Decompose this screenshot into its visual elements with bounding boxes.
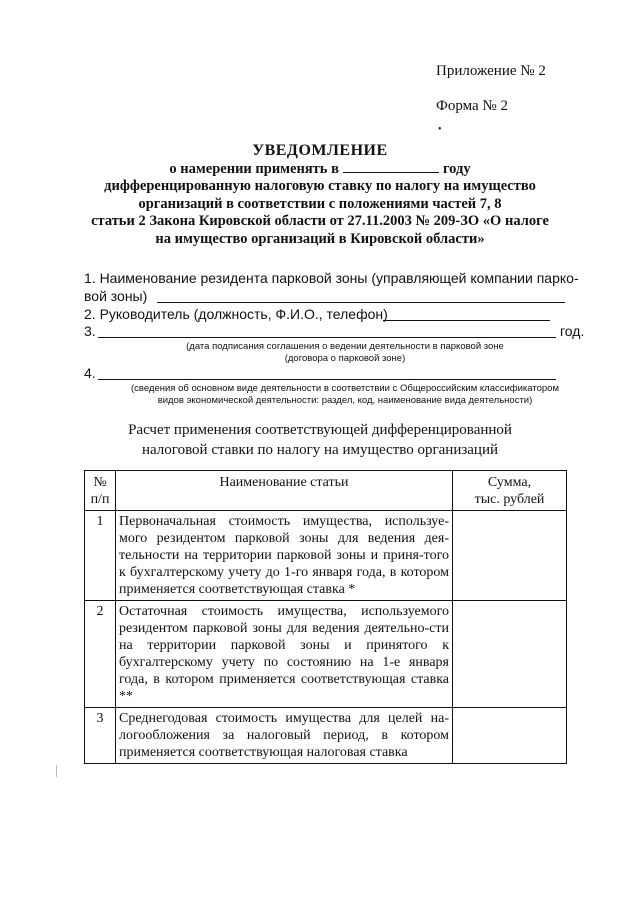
field-4-note-1: (сведения об основном виде деятельности в соответствии с Общероссийским классификатором bbox=[130, 383, 559, 394]
field-3-number: 3. bbox=[84, 323, 96, 339]
notice-title bbox=[80, 142, 560, 248]
stray-mark: • bbox=[438, 124, 442, 135]
header-name: Наименование статьи bbox=[116, 471, 453, 511]
field-3-suffix: год. bbox=[560, 323, 585, 339]
year-blank[interactable] bbox=[343, 160, 439, 173]
row-name: Среднегодовая стоимость имущества для целей на-логообложения за налоговый период, в котором применяется соответствующая налоговая ставка bbox=[116, 708, 453, 764]
margin-mark bbox=[56, 765, 57, 777]
row-sum[interactable] bbox=[453, 601, 567, 708]
row-sum[interactable] bbox=[453, 708, 567, 764]
form-number-label: Форма № 2 bbox=[436, 98, 508, 114]
calculation-table bbox=[84, 470, 567, 764]
table-row bbox=[85, 511, 567, 601]
calculation-title: Расчет применения соответствующей дифференцированной налоговой ставки по налогу на имущество организаций bbox=[128, 422, 512, 458]
row-name: Первоначальная стоимость имущества, используе-мого резидентом парковой зоны для ведения дея-тельности на территории парковой зоны и приня-того к бухгалтерскому учету до 1-го января года, в котором применяется соответствующая ставка * bbox=[116, 511, 453, 601]
appendix-label: Приложение № 2 bbox=[436, 63, 546, 79]
table-row bbox=[85, 601, 567, 708]
field-3-note-2: (договора о парковой зоне) bbox=[284, 353, 406, 364]
field-1-input-line[interactable] bbox=[157, 302, 565, 303]
row-num: 2 bbox=[85, 601, 116, 708]
header-num: № п/п bbox=[85, 471, 116, 511]
field-4-number: 4. bbox=[84, 365, 96, 381]
title-line-4: организаций в соответствии с положениями частей 7, 8 bbox=[138, 195, 502, 212]
row-num: 1 bbox=[85, 511, 116, 601]
title-line-year: о намерении применять в году bbox=[169, 160, 471, 177]
field-2-input-line[interactable] bbox=[383, 320, 550, 321]
field-4-input-line[interactable] bbox=[98, 379, 556, 380]
title-heading: УВЕДОМЛЕНИЕ bbox=[252, 142, 388, 159]
table-row bbox=[85, 708, 567, 764]
header-sum: Сумма, тыс. рублей bbox=[453, 471, 567, 511]
title-line-6: на имущество организаций в Кировской области» bbox=[155, 230, 485, 247]
title-line-5: статьи 2 Закона Кировской области от 27.11.2003 № 209-ЗО «О налоге bbox=[91, 213, 549, 229]
field-3-input-line[interactable] bbox=[98, 337, 556, 338]
row-name: Остаточная стоимость имущества, используемого резидентом парковой зоны для ведения деятельно-сти на территории парковой зоны и принятого к бухгалтерскому учету по состоянию на 1-е января года, в котором применяется соответствующая ставка ** bbox=[116, 601, 453, 708]
field-3-note-1: (дата подписания соглашения о ведении деятельности в парковой зоне bbox=[186, 341, 504, 352]
field-1-label: 1. Наименование резидента парковой зоны (управляющей компании парко- bbox=[84, 270, 579, 286]
field-2-label: 2. Руководитель (должность, Ф.И.О., телефон) bbox=[84, 306, 388, 322]
row-sum[interactable] bbox=[453, 511, 567, 601]
field-1-label-cont: вой зоны) bbox=[84, 288, 148, 304]
row-num: 3 bbox=[85, 708, 116, 764]
title-line-3: дифференцированную налоговую ставку по налогу на имущество bbox=[104, 178, 536, 194]
table-header-row bbox=[85, 471, 567, 511]
field-4-note-2: видов экономической деятельности: раздел, код, наименование вида деятельности) bbox=[157, 395, 533, 406]
